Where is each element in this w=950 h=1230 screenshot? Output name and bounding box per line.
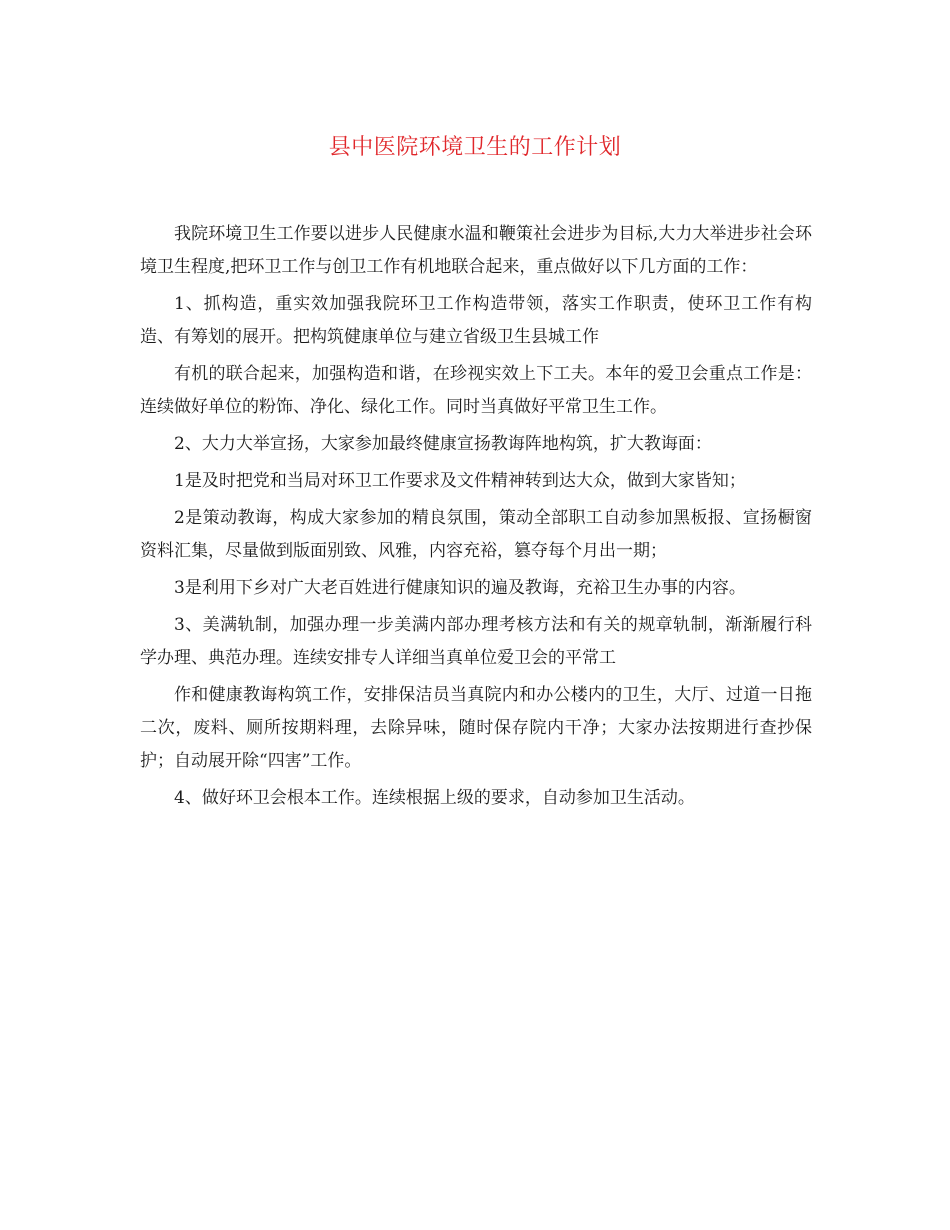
paragraph-item-1: 1是及时把党和当局对环卫工作要求及文件精神转到达大众，做到大家皆知； — [174, 471, 746, 491]
paragraph-section-3: 3、美满轨制，加强办理一步美满内部办理考核方法和有关的规章轨制，渐渐履行科学办理、典范办理。连续安排专人详细当真单位爱卫会的平常工 — [140, 615, 812, 668]
paragraph-item-2: 2是策动教诲，构成大家参加的精良氛围，策动全部职工自动参加黑板报、宣扬橱窗资料汇集，尽量做到版面别致、风雅，内容充裕，篡夺每个月出一期； — [140, 508, 812, 561]
paragraph-intro: 我院环境卫生工作要以进步人民健康水温和鞭策社会进步为目标,大力大举进步社会环境卫生程度,把环卫工作与创卫工作有机地联合起来，重点做好以下几方面的工作： — [140, 224, 812, 277]
paragraph-section-4: 4、做好环卫会根本工作。连续根据上级的要求，自动参加卫生活动。 — [174, 788, 695, 808]
paragraph-section-3-cont: 作和健康教诲构筑工作，安排保洁员当真院内和办公楼内的卫生，大厅、过道一日拖二次，废料、厕所按期料理，去除异味，随时保存院内干净；大家办法按期进行查抄保护；自动展开除“四害”工作。 — [140, 685, 812, 771]
document-body — [140, 218, 812, 819]
paragraph-item-3: 3是利用下乡对广大老百姓进行健康知识的遍及教诲，充裕卫生办事的内容。 — [174, 578, 746, 598]
document-title: 县中医院环境卫生的工作计划 — [328, 135, 622, 160]
paragraph-section-2: 2、大力大举宣扬，大家参加最终健康宣扬教诲阵地构筑，扩大教诲面： — [174, 434, 712, 454]
paragraph-section-1: 1、抓构造，重实效加强我院环卫工作构造带领，落实工作职责，使环卫工作有构造、有筹划的展开。把构筑健康单位与建立省级卫生县城工作 — [140, 294, 812, 347]
paragraph-section-1-cont: 有机的联合起来，加强构造和谐，在珍视实效上下工夫。本年的爱卫会重点工作是：连续做好单位的粉饰、净化、绿化工作。同时当真做好平常卫生工作。 — [140, 364, 812, 417]
